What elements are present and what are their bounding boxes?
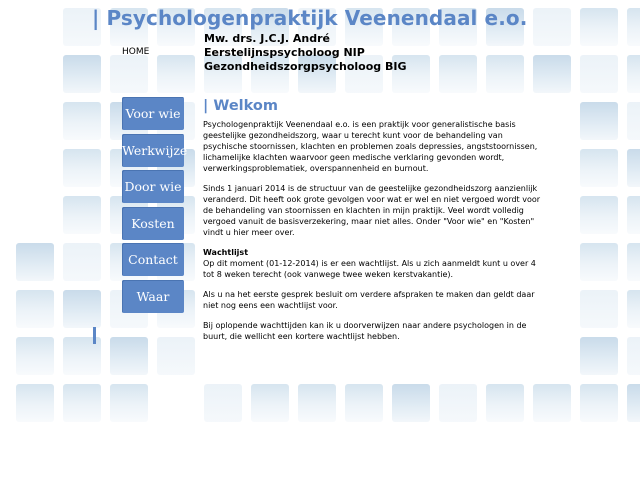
home-link[interactable]: HOME [122, 47, 150, 57]
sky-tile [439, 384, 477, 422]
sky-tile [486, 384, 524, 422]
nav-button-kosten[interactable]: Kosten [122, 207, 184, 240]
sky-tile [580, 384, 618, 422]
practitioner-title-nip: Eerstelijnspsycholoog NIP [204, 46, 365, 59]
sky-tile [627, 290, 640, 328]
practitioner-title-big: Gezondheidszorgpsycholoog BIG [204, 60, 407, 73]
sky-tile [251, 384, 289, 422]
sky-tile [533, 55, 571, 93]
sky-tile [204, 384, 242, 422]
sky-tile [63, 384, 101, 422]
sky-tile [627, 243, 640, 281]
sky-tile [580, 8, 618, 46]
page-heading: | Welkom [203, 98, 278, 114]
sky-tile [439, 55, 477, 93]
sky-tile [298, 384, 336, 422]
sky-tile [16, 337, 54, 375]
sky-tile [16, 290, 54, 328]
sky-tile [580, 290, 618, 328]
sky-tile [63, 149, 101, 187]
nav-button-voor-wie[interactable]: Voor wie [122, 97, 184, 130]
waitlist-referral-paragraph: Bij oplopende wachttijden kan ik u doorverwijzen naar andere psychologen in de buurt, die wellicht een kortere wachtlijst hebben. [203, 321, 527, 341]
sky-tile [627, 8, 640, 46]
sky-tile [627, 196, 640, 234]
sky-tile [580, 196, 618, 234]
nav-button-werkwijze[interactable]: Werkwijze [122, 134, 184, 167]
sky-tile [533, 384, 571, 422]
sky-tile [392, 384, 430, 422]
sky-tile [345, 384, 383, 422]
nav-button-door-wie[interactable]: Door wie [122, 170, 184, 203]
sky-tile [486, 55, 524, 93]
sky-tile [63, 102, 101, 140]
sky-tile [580, 102, 618, 140]
main-navigation [122, 97, 188, 316]
sky-tile [110, 384, 148, 422]
sky-tile [580, 243, 618, 281]
practitioner-header [204, 32, 407, 74]
sky-tile [63, 55, 101, 93]
sky-tile [157, 55, 195, 93]
sky-tile [627, 102, 640, 140]
practitioner-name: Mw. drs. J.C.J. André [204, 32, 330, 45]
waitlist-paragraph: Op dit moment (01-12-2014) is er een wachtlijst. Als u zich aanmeldt kunt u over 4 tot 8 weken terecht (ook vanwege twee weken kerstvakantie). [203, 259, 536, 279]
sky-tile [627, 384, 640, 422]
site-title: | Psychologenpraktijk Veenendaal e.o. [92, 6, 528, 30]
sky-tile [627, 149, 640, 187]
structure-paragraph: Sinds 1 januari 2014 is de structuur van de geestelijke gezondheidszorg aanzienlijk veranderd. Dit heeft ook grote gevolgen voor wat er wel en niet vergoed wordt voor de behandeling van stoornissen en klachten in mijn praktijk. Veel wordt volledig vergoed vanuit de basisverzekering, maar niet alles. Onder "Voor wie" en "Kosten" vindt u hier meer over. [203, 184, 541, 237]
main-content [203, 98, 548, 351]
sky-tile [627, 55, 640, 93]
sky-tile [157, 337, 195, 375]
sky-tile [110, 55, 148, 93]
sky-tile [533, 8, 571, 46]
sky-tile [63, 290, 101, 328]
sky-tile [16, 384, 54, 422]
intro-paragraph: Psychologenpraktijk Veenendaal e.o. is een praktijk voor generalistische basis geestelijke gezondheidszorg, waar u terecht kunt voor de behandeling van psychische stoornissen, klachten en problemen zoals depressies, angststoornissen, lichamelijke klachten waarvoor geen medische verklaring gevonden wordt, verwerkingsproblematiek, overspannenheid en burnout. [203, 120, 538, 173]
sky-tile [580, 337, 618, 375]
sky-tile [63, 243, 101, 281]
sky-tile [110, 337, 148, 375]
sky-tile [580, 55, 618, 93]
sky-tile [627, 337, 640, 375]
decorative-bar [93, 327, 96, 344]
nav-button-contact[interactable]: Contact [122, 243, 184, 276]
nav-button-waar[interactable]: Waar [122, 280, 184, 313]
sky-tile [63, 196, 101, 234]
sky-tile [16, 243, 54, 281]
waitlist-followup-paragraph: Als u na het eerste gesprek besluit om verdere afspraken te maken dan geldt daar niet nog eens een wachtlijst voor. [203, 290, 535, 310]
sky-tile [580, 149, 618, 187]
waitlist-heading: Wachtlijst [203, 248, 249, 257]
